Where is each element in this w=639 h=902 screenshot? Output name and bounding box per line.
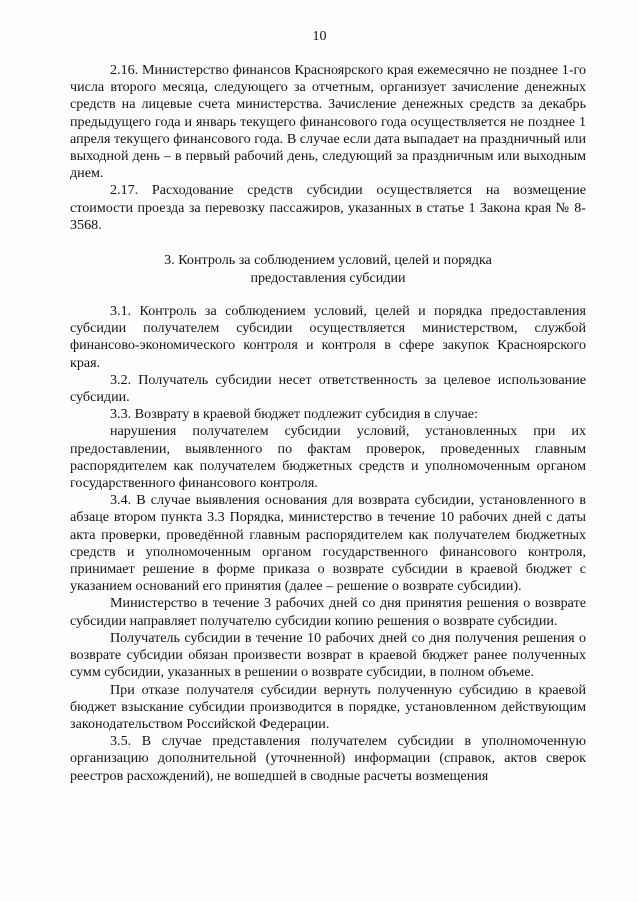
paragraph-3-2: 3.2. Получатель субсидии несет ответственность за целевое использование субсидии. [70, 371, 586, 406]
section-3-heading-line-2: предоставления субсидии [250, 269, 406, 286]
paragraph-3-4-notice: Министерство в течение 3 рабочих дней со дня принятия решения о возврате субсидии направляет получателю субсидии копию решения о возврате субсидии. [70, 595, 586, 629]
paragraph-3-5: 3.5. В случае представления получателем субсидии в уполномоченную организацию дополнительной (уточненной) информации (справок, актов сверок реестров расхождений), не вошедшей в сводные расчеты возмещения [70, 733, 586, 784]
section-3-heading [70, 252, 586, 287]
paragraph-3-1: 3.1. Контроль за соблюдением условий, целей и порядка предоставления субсидии получателем субсидии осуществляется министерством, службой финансово-экономического контроля и контроля в сфере закупок Красноярского края. [70, 303, 586, 371]
paragraph-2-16: 2.16. Министерство финансов Красноярского края ежемесячно не позднее 1-го числа второго месяца, следующего за отчетным, организует зачисление денежных средств на лицевые счета министерства. Зачисление денежных средств за декабрь предыдущего года и январь текущего финансового года осуществляется не позднее 1 апреля текущего финансового года. В случае если дата выпадает на праздничный или выходной день – в первый рабочий день, следующий за праздничным или выходным днем. [70, 62, 586, 182]
section-3-heading-line-1: 3. Контроль за соблюдением условий, целей и порядка [164, 252, 492, 269]
paragraph-2-17: 2.17. Расходование средств субсидии осуществляется на возмещение стоимости проезда за перевозку пассажиров, указанных в статье 1 Закона края № 8-3568. [70, 182, 586, 233]
paragraph-3-4-return: Получатель субсидии в течение 10 рабочих дней со дня получения решения о возврате субсидии обязан произвести возврат в краевой бюджет ранее полученных сумм субсидии, указанных в решении о возврате субсидии, в полном объеме. [70, 629, 586, 681]
paragraph-3-3-violation: нарушения получателем субсидии условий, установленных при их предоставлении, выявленного по фактам проверок, проведенных главным распорядителем как получателем бюджетных средств и уполномоченным органом государственного финансового контроля. [70, 423, 586, 492]
document-body [70, 62, 586, 785]
page-number: 10 [312, 29, 327, 44]
paragraph-3-3: 3.3. Возврату в краевой бюджет подлежит субсидия в случае: [110, 406, 478, 423]
paragraph-3-4-refusal: При отказе получателя субсидии вернуть полученную субсидию в краевой бюджет взыскание субсидии производится в порядке, установленном действующим законодательством Российской Федерации. [70, 681, 586, 732]
paragraph-3-4: 3.4. В случае выявления основания для возврата субсидии, установленного в абзаце втором пункта 3.3 Порядка, министерство в течение 10 рабочих дней с даты акта проверки, проведённой главным распорядителем как получателем бюджетных средств и уполномоченным органом государственного финансового контроля, принимает решение в форме приказа о возврате субсидии в краевой бюджет с указанием оснований его принятия (далее – решение о возврате субсидии). [70, 492, 586, 595]
